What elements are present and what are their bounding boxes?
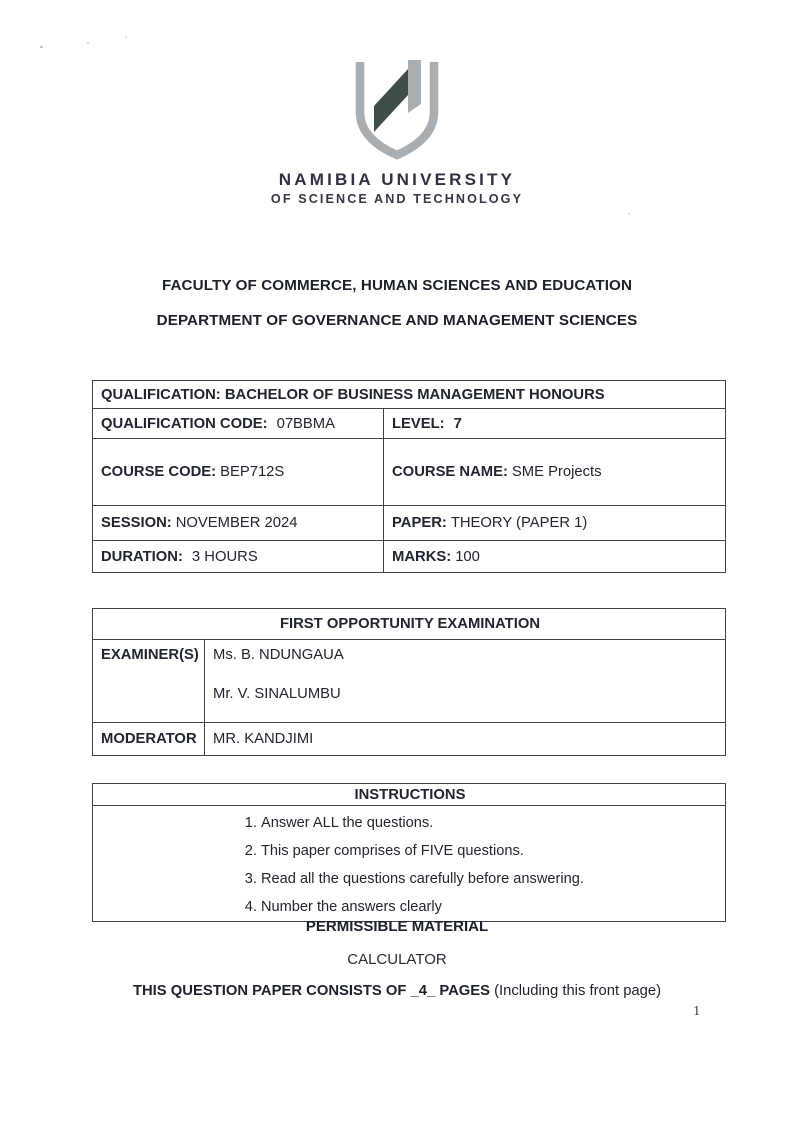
course-code-value: BEP712S (220, 464, 285, 480)
session-cell (93, 506, 384, 541)
shield-outline (360, 62, 434, 155)
instructions-table (92, 783, 726, 922)
scan-speck (125, 36, 127, 38)
instruction-item: 1. Answer ALL the questions. (261, 809, 719, 837)
examiners-label-cell: EXAMINER(S) (93, 640, 205, 723)
shield-inner-bar (408, 60, 421, 113)
level-cell (384, 409, 726, 439)
scan-speck (628, 213, 630, 215)
duration-label: DURATION: (101, 548, 183, 565)
level-value: 7 (453, 415, 462, 432)
university-tagline: OF SCIENCE AND TECHNOLOGY (270, 192, 524, 206)
session-label: SESSION: (101, 515, 172, 531)
pages-statement (0, 983, 794, 999)
session-value: NOVEMBER 2024 (175, 515, 298, 531)
moderator-value-cell: MR. KANDJIMI (205, 723, 726, 756)
pages-statement-note: (Including this front page) (494, 983, 662, 999)
permissible-material-heading: PERMISSIBLE MATERIAL (305, 918, 489, 935)
course-name-cell (384, 439, 726, 506)
instructions-body-cell (93, 806, 726, 922)
university-name: NAMIBIA UNIVERSITY (278, 170, 516, 189)
university-logo (351, 54, 443, 160)
course-name-label: COURSE NAME: (392, 464, 508, 480)
duration-value: 3 HOURS (191, 548, 258, 565)
course-code-label: COURSE CODE: (101, 464, 217, 480)
examiner-2: Mr. V. SINALUMBU (213, 686, 341, 702)
faculty-heading: FACULTY OF COMMERCE, HUMAN SCIENCES AND EDUCATION (161, 277, 633, 294)
scan-speck (87, 42, 89, 44)
shield-green-band (374, 69, 408, 132)
permissible-material-value: CALCULATOR (347, 951, 447, 968)
marks-value: 100 (455, 548, 480, 565)
marks-label: MARKS: (392, 548, 452, 565)
instruction-item: 3. Read all the questions carefully before answering. (261, 865, 719, 893)
qualification-cell (93, 381, 726, 409)
paper-value: THEORY (PAPER 1) (450, 515, 588, 531)
qualification-code-value: 07BBMA (276, 415, 335, 432)
paper-cell (384, 506, 726, 541)
examiner-1: Ms. B. NDUNGAUA (213, 647, 344, 663)
instructions-title-cell: INSTRUCTIONS (93, 784, 726, 806)
examiners-value-cell (205, 640, 726, 723)
scan-speck (40, 46, 43, 48)
nust-shield-logo-svg (351, 54, 443, 160)
paper-label: PAPER: (392, 515, 447, 531)
course-code-cell (93, 439, 384, 506)
moderator-label-cell: MODERATOR (93, 723, 205, 756)
instructions-list (101, 809, 719, 921)
page-number: 1 (693, 1003, 700, 1018)
level-label: LEVEL: (392, 415, 445, 432)
instruction-item: 4. Number the answers clearly (261, 893, 719, 921)
pages-statement-bold: THIS QUESTION PAPER CONSISTS OF _4_ PAGES (132, 983, 491, 999)
exam-title-cell: FIRST OPPORTUNITY EXAMINATION (93, 609, 726, 640)
qualification-text: QUALIFICATION: BACHELOR OF BUSINESS MANAGEMENT HONOURS (101, 386, 605, 403)
examination-table (92, 608, 726, 756)
qualification-code-cell (93, 409, 384, 439)
qualification-code-label: QUALIFICATION CODE: (101, 415, 268, 432)
duration-cell (93, 541, 384, 573)
course-info-table (92, 380, 726, 573)
instruction-item: 2. This paper comprises of FIVE questions. (261, 837, 719, 865)
department-heading: DEPARTMENT OF GOVERNANCE AND MANAGEMENT SCIENCES (156, 312, 638, 329)
marks-cell (384, 541, 726, 573)
course-name-value: SME Projects (511, 464, 602, 480)
